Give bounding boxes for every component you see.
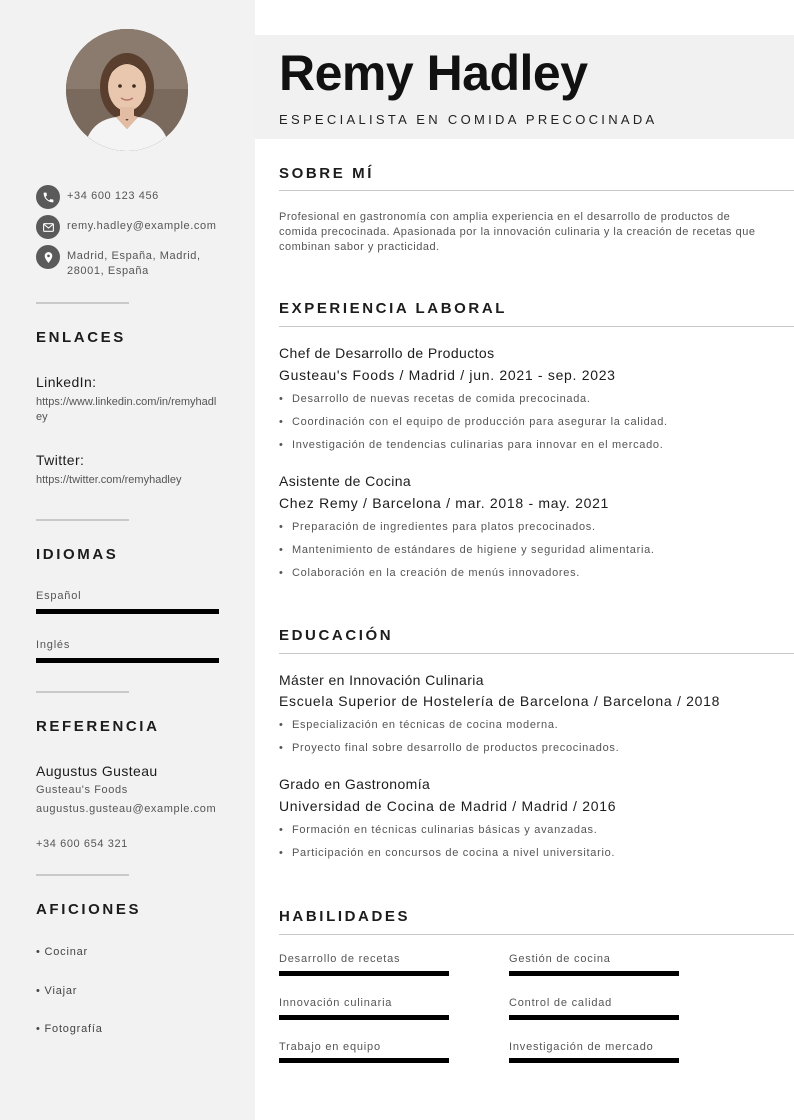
skill-level-fill [279,1058,449,1063]
bullet-item: • Coordinación con el equipo de producción para asegurar la calidad. [279,416,668,428]
bullet-text: Desarrollo de nuevas recetas de comida precocinada. [292,393,591,405]
bullet-item: • Mantenimiento de estándares de higiene y seguridad alimentaria. [279,544,655,556]
bullet-text: Formación en técnicas culinarias básicas y avanzadas. [292,824,598,836]
degree-subtitle: Escuela Superior de Hostelería de Barcelona / Barcelona / 2018 [279,693,721,709]
person-name: Remy Hadley [279,45,588,101]
language-level-fill [36,609,219,614]
map-pin-icon [36,245,60,269]
hobby-label: Viajar [44,985,78,997]
divider [36,874,129,876]
bullet-text: Especialización en técnicas de cocina moderna. [292,719,559,731]
skill-label: Investigación de mercado [509,1041,654,1053]
language-level-fill [36,658,219,663]
reference-phone: +34 600 654 321 [36,838,128,850]
section-rule [279,326,794,327]
skill-level-fill [509,1058,679,1063]
envelope-icon [36,215,60,239]
skill-level-fill [279,1015,449,1020]
skill-level-fill [509,971,679,976]
about-text: Profesional en gastronomía con amplia experiencia en el desarrollo de productos de comida precocinada. Apasionada por la innovación culinaria y la creación de recetas que combinan sabor y practicidad. [279,211,756,253]
reference-email[interactable]: augustus.gusteau@example.com [36,803,217,815]
bullet-item: • Preparación de ingredientes para platos precocinados. [279,521,596,533]
job-subtitle: Chez Remy / Barcelona / mar. 2018 - may. 2021 [279,495,610,511]
skill-label: Desarrollo de recetas [279,953,401,965]
sidebar [0,0,255,1120]
reference-heading: REFERENCIA [36,718,160,735]
address-line-2: 28001, España [67,265,149,277]
hobby-label: Fotografía [44,1023,103,1035]
hobby-item: • Cocinar [36,946,89,958]
skill-label: Gestión de cocina [509,953,611,965]
bullet-item: • Participación en concursos de cocina a nivel universitario. [279,847,616,859]
skill-level-fill [509,1015,679,1020]
education-heading: EDUCACIÓN [279,627,394,644]
language-label: Español [36,590,82,602]
bullet-item: • Desarrollo de nuevas recetas de comida precocinada. [279,393,591,405]
person-title: ESPECIALISTA EN COMIDA PRECOCINADA [279,112,658,127]
address-text [67,245,201,279]
section-rule [279,653,794,654]
job-subtitle: Gusteau's Foods / Madrid / jun. 2021 - sep. 2023 [279,367,616,383]
language-level-bar [36,609,219,614]
skill-level-fill [279,971,449,976]
language-level-bar [36,658,219,663]
address-line-1: Madrid, España, Madrid, [67,250,201,262]
bullet-text: Proyecto final sobre desarrollo de productos precocinados. [292,742,620,754]
bullet-text: Participación en concursos de cocina a nivel universitario. [292,847,616,859]
linkedin-link[interactable]: https://www.linkedin.com/in/remyhadley [36,396,217,423]
bullet-item: • Investigación de tendencias culinarias para innovar en el mercado. [279,439,664,451]
profile-photo [66,29,188,151]
bullet-item: • Especialización en técnicas de cocina moderna. [279,719,559,731]
bullet-text: Investigación de tendencias culinarias para innovar en el mercado. [292,439,664,451]
contact-email [36,215,216,239]
skill-label: Control de calidad [509,997,613,1009]
bullet-text: Mantenimiento de estándares de higiene y seguridad alimentaria. [292,544,655,556]
skill-level-bar [279,1015,449,1020]
section-rule [279,190,794,191]
hobby-item: • Viajar [36,985,78,997]
degree-subtitle: Universidad de Cocina de Madrid / Madrid / 2016 [279,798,617,814]
contact-address [36,245,201,279]
section-rule [279,934,794,935]
experience-heading: EXPERIENCIA LABORAL [279,300,508,317]
divider [36,519,129,521]
language-label: Inglés [36,639,71,651]
skills-heading: HABILIDADES [279,908,411,925]
bullet-item: • Colaboración en la creación de menús innovadores. [279,567,581,579]
hobby-item: • Fotografía [36,1023,103,1035]
twitter-link[interactable]: https://twitter.com/remyhadley [36,474,182,486]
degree-title: Grado en Gastronomía [279,776,431,792]
about-heading: SOBRE MÍ [279,165,374,182]
divider [36,302,129,304]
phone-text: +34 600 123 456 [67,190,159,202]
bullet-item: • Proyecto final sobre desarrollo de productos precocinados. [279,742,620,754]
divider [36,691,129,693]
skill-label: Trabajo en equipo [279,1041,381,1053]
linkedin-label: LinkedIn: [36,374,97,390]
hobbies-heading: AFICIONES [36,901,142,918]
skill-level-bar [509,1058,679,1063]
degree-title: Máster en Innovación Culinaria [279,672,484,688]
job-title: Asistente de Cocina [279,473,412,489]
email-link[interactable]: remy.hadley@example.com [67,220,217,232]
bullet-text: Preparación de ingredientes para platos precocinados. [292,521,596,533]
skill-level-bar [509,971,679,976]
skill-label: Innovación culinaria [279,997,393,1009]
hobby-label: Cocinar [44,946,89,958]
reference-company: Gusteau's Foods [36,784,128,796]
languages-heading: IDIOMAS [36,546,119,563]
links-heading: ENLACES [36,329,126,346]
skill-level-bar [279,971,449,976]
main-content [255,0,794,1120]
reference-name: Augustus Gusteau [36,763,158,779]
bullet-item: • Formación en técnicas culinarias básicas y avanzadas. [279,824,598,836]
contact-phone [36,185,159,209]
skill-level-bar [279,1058,449,1063]
job-title: Chef de Desarrollo de Productos [279,345,495,361]
twitter-label: Twitter: [36,452,85,468]
skill-level-bar [509,1015,679,1020]
bullet-text: Coordinación con el equipo de producción para asegurar la calidad. [292,416,668,428]
phone-icon [36,185,60,209]
bullet-text: Colaboración en la creación de menús innovadores. [292,567,581,579]
